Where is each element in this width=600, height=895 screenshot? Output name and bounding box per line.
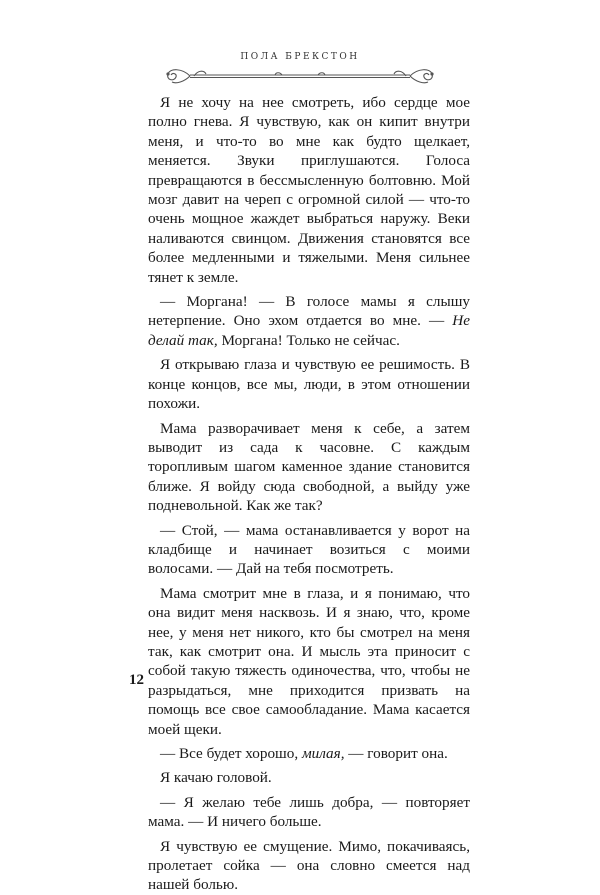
text-run: — Я желаю тебе лишь добра, — повторяет мама. — И ничего больше. (148, 793, 470, 831)
page-number: 12 (129, 672, 144, 688)
italic-text: милая, (301, 745, 345, 762)
text-run: — Стой, — мама останавливается у ворот на кладбище и начинает возиться с моими волосами. — Дай на тебя посмотреть. (148, 521, 470, 578)
text-run: — говорит она. (344, 745, 448, 762)
paragraph (148, 768, 470, 787)
paragraph (148, 793, 470, 832)
text-run: Я открываю глаза и чувствую ее решимость. В конце концов, все мы, люди, в этом отношении похожи. (148, 356, 470, 413)
paragraph (148, 521, 470, 579)
text-run: Мама смотрит мне в глаза, и я понимаю, что она видит меня насквозь. И я знаю, что, кроме нее, у меня нет никого, кто бы смотрел на меня так, как смотрит она. И мысль эта приносит с собой такую тяжесть одиночества, что, чтобы не разрыдаться, мне приходится призвать на помощь все свое самообладание. Мама касается моей щеки. (148, 584, 470, 738)
paragraph (148, 93, 470, 287)
paragraph (148, 355, 470, 413)
text-run: Я не хочу на нее смотреть, ибо сердце мое полно гнева. Я чувствую, как он кипит внутри меня, и что-то во мне как будто щелкает, меняется. Звуки приглушаются. Голоса превращаются в бессмысленную болтовню. Мой мозг давит на череп с огромной силой — что-то очень мощное жаждет выбраться наружу. Веки наливаются свинцом. Движения становятся все более медленными и тяжелыми. Меня сильнее тянет к земле. (148, 94, 470, 286)
paragraph (148, 419, 470, 516)
paragraph (148, 837, 470, 895)
text-run: — Моргана! — В голосе мамы я слышу нетерпение. Оно эхом отдается во мне. — (148, 293, 470, 330)
text-run: Моргана! Только не сейчас. (217, 331, 400, 349)
paragraph (148, 744, 470, 763)
text-run: Я чувствую ее смущение. Мимо, покачиваясь, пролетает сойка — она словно смеется над нашей болью. (148, 837, 470, 894)
text-run: — Все будет хорошо, (160, 745, 302, 762)
italic-text: Не делай так, (148, 312, 470, 349)
body-text (148, 93, 470, 895)
paragraph (148, 584, 470, 739)
scroll-flourish-icon (162, 62, 438, 86)
text-run: Я качаю головой. (160, 769, 272, 787)
text-run: Мама разворачивает меня к себе, а затем выводит из сада к часовне. С каждым торопливым шагом каменное здание становится ближе. Я войду сюда свободной, а выйду уже подневольной. Как же так? (148, 419, 470, 515)
running-header (150, 48, 450, 88)
paragraph (148, 292, 470, 350)
running-header-author: ПОЛА БРЕКСТОН (240, 52, 360, 62)
